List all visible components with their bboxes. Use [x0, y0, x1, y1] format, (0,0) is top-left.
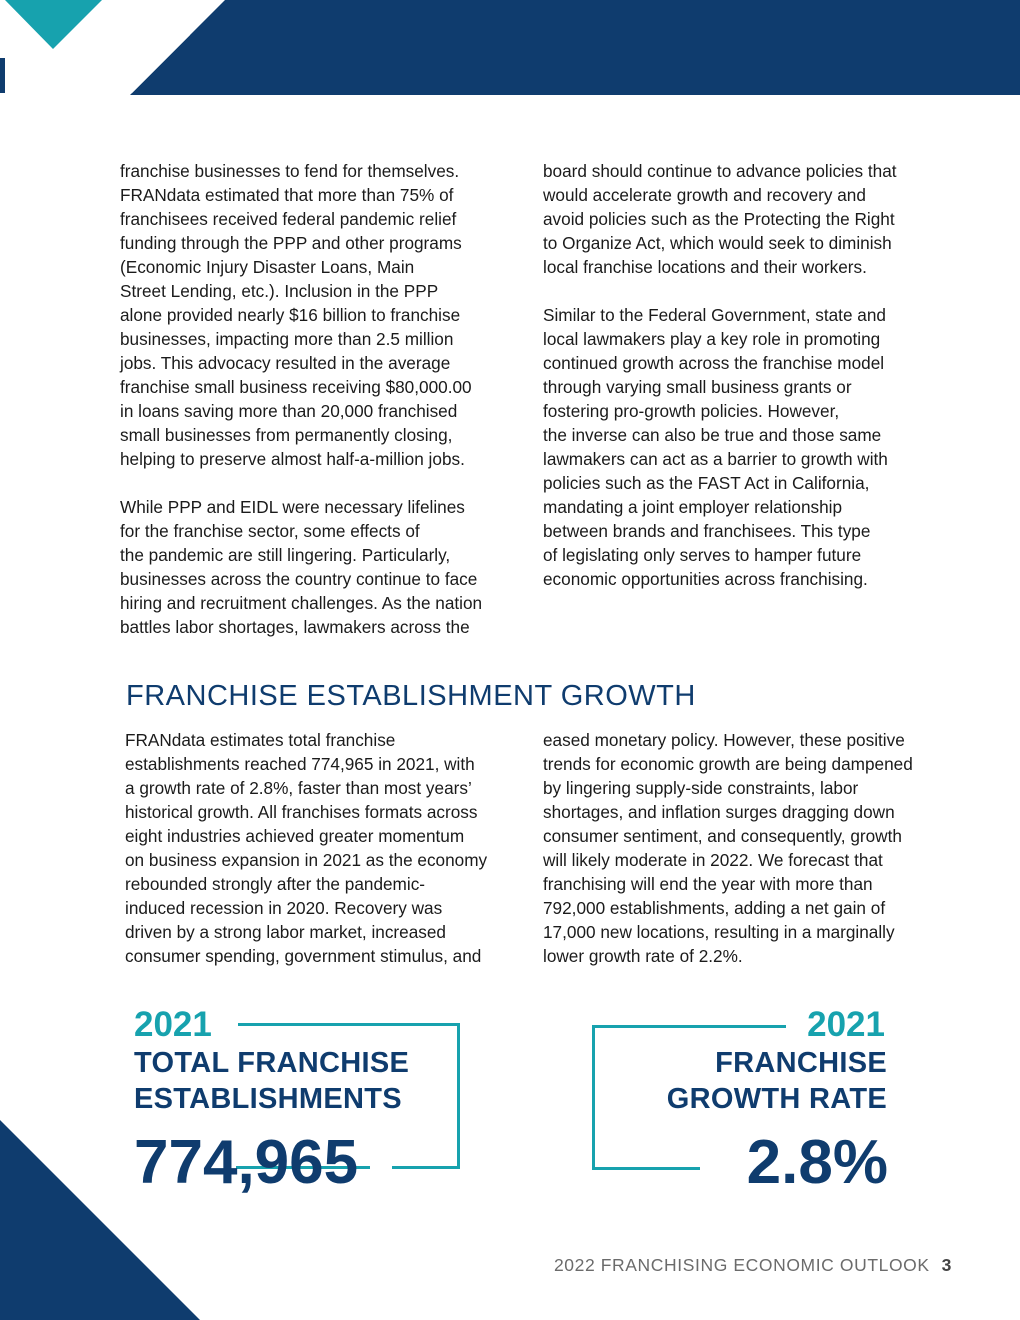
stat-label: [134, 1045, 409, 1117]
page-number: 3: [941, 1255, 952, 1275]
body-paragraph: eased monetary policy. However, these positive trends for economic growth are being dampened by lingering supply-side constraints, labor shortages, and inflation surges dragging down consumer sentiment, and consequently, growth will likely moderate in 2022. We forecast that franchising will end the year with more than 792,000 establishments, adding a net gain of 17,000 new locations, resulting in a marginally lower growth rate of 2.2%.: [543, 730, 913, 966]
stat-year: 2021: [807, 1005, 885, 1044]
header-navy-band: [130, 0, 1020, 95]
body-paragraph: board should continue to advance policies that would accelerate growth and recovery and avoid policies such as the Protecting the Right to Organize Act, which would seek to diminish local franchise locations and their workers.: [543, 161, 897, 277]
body-paragraph: While PPP and EIDL were necessary lifelines for the franchise sector, some effects of the pandemic are still lingering. Particularly, businesses across the country continue to face hiring and recruitment challenges. As the nation battles labor shortages, lawmakers across the: [120, 497, 483, 637]
stat-label-line: ESTABLISHMENTS: [134, 1083, 402, 1115]
frame-gap: [228, 1016, 238, 1036]
stat-label: [667, 1045, 887, 1117]
stat-label-line: FRANCHISE: [715, 1047, 887, 1079]
top-left-column: [120, 159, 500, 639]
page-footer: [554, 1255, 952, 1276]
footer-title: 2022 FRANCHISING ECONOMIC OUTLOOK: [553, 1255, 930, 1275]
stat-year: 2021: [134, 1005, 212, 1044]
frame-gap: [370, 1150, 392, 1180]
stat-value: 774,965: [134, 1128, 359, 1197]
header-banner: [0, 0, 1020, 95]
body-paragraph: franchise businesses to fend for themselves. FRANdata estimated that more than 75% of franchisees received federal pandemic relief funding through the PPP and other programs (Economic Injury Disaster Loans, Main Street Lending, etc.). Inclusion in the PPP alone provided nearly $16 billion to franchise businesses, impacting more than 2.5 million jobs. This advocacy resulted in the average franchise small business receiving $80,000.00 in loans saving more than 20,000 franchised small businesses from permanently closing, helping to preserve almost half-a-million jobs.: [120, 161, 472, 469]
stat-value: 2.8%: [746, 1128, 888, 1197]
section-heading: FRANCHISE ESTABLISHMENT GROWTH: [126, 680, 696, 712]
stat-label-line: TOTAL FRANCHISE: [134, 1047, 410, 1079]
section-right-column: [543, 728, 933, 968]
section-left-column: [125, 728, 505, 968]
body-paragraph: Similar to the Federal Government, state and local lawmakers play a key role in promoting continued growth across the franchise model through varying small business grants or fostering pro-growth policies. However, the inverse can also be true and those same lawmakers can act as a barrier to growth with policies such as the FAST Act in California, mandating a joint employer relationship between brands and franchisees. This type of legislating only serves to hamper future economic opportunities across franchising.: [543, 305, 888, 589]
top-right-column: [543, 159, 923, 591]
stat-label-line: GROWTH RATE: [666, 1083, 887, 1115]
body-paragraph: FRANdata estimates total franchise establishments reached 774,965 in 2021, with a growth rate of 2.8%, faster than most years’ historical growth. All franchises formats across eight industries achieved greater momentum on business expansion in 2021 as the economy rebounded strongly after the pandemic- induced recession in 2020. Recovery was driven by a strong labor market, increased consumer spending, government stimulus, and: [125, 730, 488, 966]
